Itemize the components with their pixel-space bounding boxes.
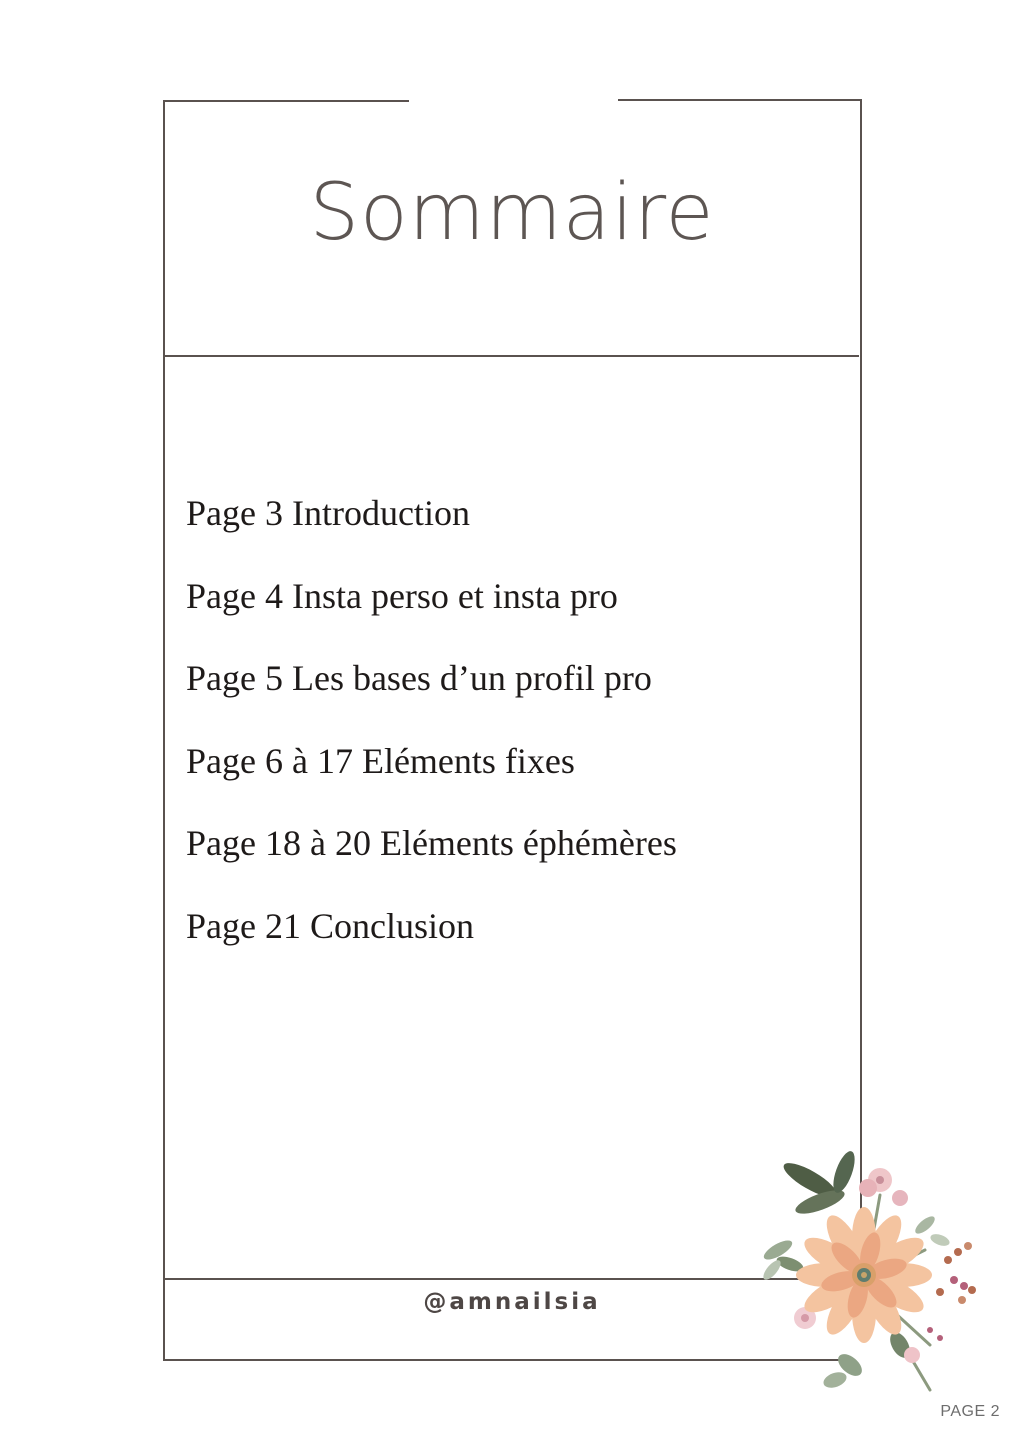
toc-item-elements-fixes: Page 6 à 17 Eléments fixes [186,740,575,781]
page-number: PAGE 2 [940,1403,1000,1420]
toc-item-introduction: Page 3 Introduction [186,493,470,533]
toc-item-elements-ephemeres: Page 18 à 20 Eléments éphémères [186,823,677,863]
instagram-handle: @amnailsia [423,1289,601,1315]
berry-sprigs [927,1242,976,1341]
page-title: Sommaire [309,168,715,258]
toc-item-bases-profil: Page 5 Les bases d’un profil pro [186,658,652,698]
main-flower [796,1207,932,1343]
toc-item-insta-perso-pro: Page 4 Insta perso et insta pro [186,575,618,616]
frame-top-left-line [163,100,409,102]
flower-bouquet-illustration [740,1140,990,1400]
table-of-contents [186,488,677,983]
frame-right-line [860,99,862,1279]
frame-left-line [163,100,165,1361]
toc-item-conclusion: Page 21 Conclusion [186,905,474,946]
title-divider [163,355,859,357]
footer-divider [163,1278,803,1280]
frame-top-right-line [618,99,862,101]
